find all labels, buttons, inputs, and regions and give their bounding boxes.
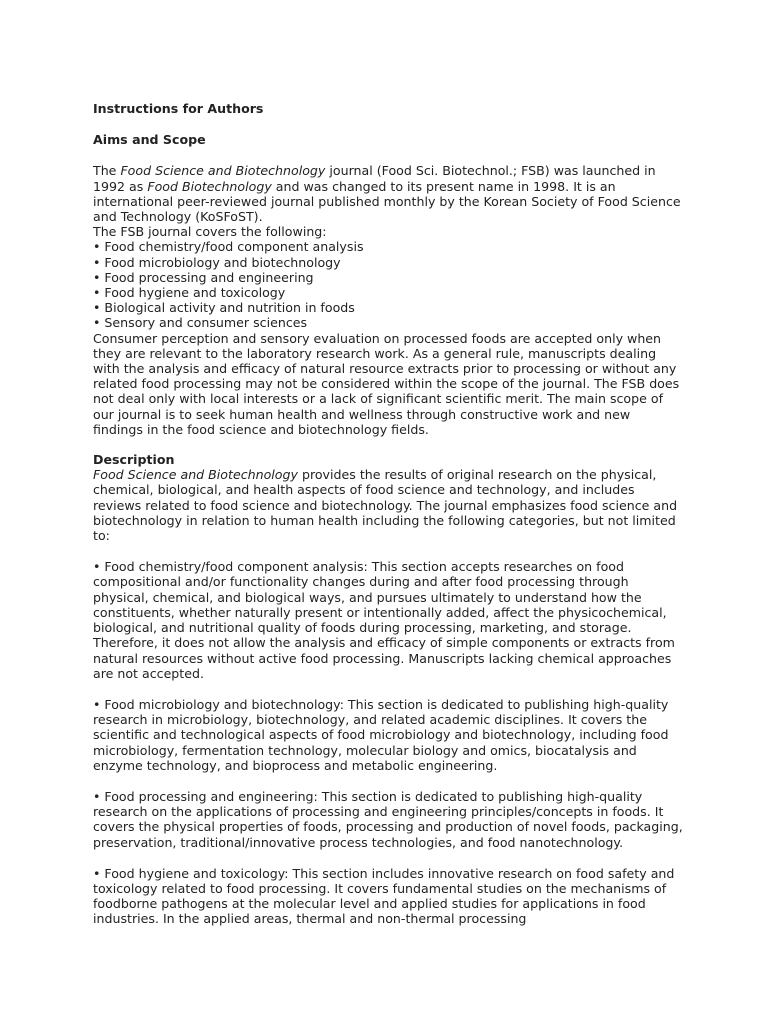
section-food-processing: • Food processing and engineering: This section is dedicated to publishing high-quality research on the applications of processing and engineering principles/concepts in foods. It covers the physical properties of foods, processing and production of novel foods, packaging, preservation, traditional/innovative process technologies, and food nanotechnology. bbox=[93, 788, 683, 850]
section-food-hygiene: • Food hygiene and toxicology: This section includes innovative research on food safety and toxicology related to food processing. It covers fundamental studies on the mechanisms of foodborne pathogens at the molecular level and applied studies for applications in food industries. In the applied areas, thermal and non-thermal processing bbox=[93, 865, 675, 927]
list-item: • Biological activity and nutrition in foods bbox=[93, 300, 355, 316]
former-journal-name: Food Biotechnology bbox=[147, 178, 272, 194]
page-title: Instructions for Authors bbox=[93, 101, 264, 116]
covers-intro: The FSB journal covers the following: bbox=[93, 224, 327, 240]
list-item: • Food chemistry/food component analysis bbox=[93, 239, 364, 255]
aims-paragraph-2: Consumer perception and sensory evaluation on processed foods are accepted only when they are relevant to the laboratory research work. As a general rule, manuscripts dealing with the analysis and efficacy of natural resource extracts prior to processing or without any related food processing may not be considered within the scope of the journal. The FSB does not deal only with local interests or a lack of significant scientific merit. The main scope of our journal is to seek human health and wellness through constructive work and new findings in the food science and biotechnology fields. bbox=[93, 330, 680, 437]
list-item: • Food hygiene and toxicology bbox=[93, 285, 286, 301]
description-intro: Food Science and Biotechnology provides the results of original research on the physical, chemical, biological, and health aspects of food science and technology, and includes reviews related to food science and biotechnology. The journal emphasizes food science and biotechnology in relation to human health including the following categories, but not limited to: bbox=[93, 467, 678, 544]
journal-name: Food Science and Biotechnology bbox=[120, 163, 326, 179]
covers-list bbox=[93, 239, 683, 330]
aims-heading: Aims and Scope bbox=[93, 132, 206, 148]
section-food-chemistry: • Food chemistry/food component analysis: This section accepts researches on food compositional and/or functionality changes during and after food processing through physical, chemical, and biological ways, and pursues ultimately to understand how the constituents, whether naturally present or intentionally added, affect the physicochemical, biological, and nutritional quality of foods during processing, marketing, and storage. Therefore, it does not allow the analysis and efficacy of simple components or extracts from natural resources without active food processing. Manuscripts lacking chemical approaches are not accepted. bbox=[93, 559, 675, 681]
journal-name: Food Science and Biotechnology bbox=[93, 467, 298, 483]
document-page bbox=[93, 101, 683, 927]
list-item: • Food microbiology and biotechnology bbox=[93, 254, 341, 270]
list-item: • Sensory and consumer sciences bbox=[93, 315, 308, 331]
list-item: • Food processing and engineering bbox=[93, 269, 314, 285]
description-heading: Description bbox=[93, 452, 175, 468]
aims-paragraph-1: The Food Science and Biotechnology journal (Food Sci. Biotechnol.; FSB) was launched in 1992 as Food Biotechnology and was changed to its present name in 1998. It is an international peer-reviewed journal published monthly by the Korean Society of Food Science and Technology (KoSFoST). bbox=[93, 163, 681, 225]
section-food-microbiology: • Food microbiology and biotechnology: This section is dedicated to publishing high-quality research in microbiology, biotechnology, and related academic disciplines. It covers the scientific and technological aspects of food microbiology and biotechnology, including food microbiology, fermentation technology, molecular biology and omics, biocatalysis and enzyme technology, and bioprocess and metabolic engineering. bbox=[93, 696, 669, 773]
